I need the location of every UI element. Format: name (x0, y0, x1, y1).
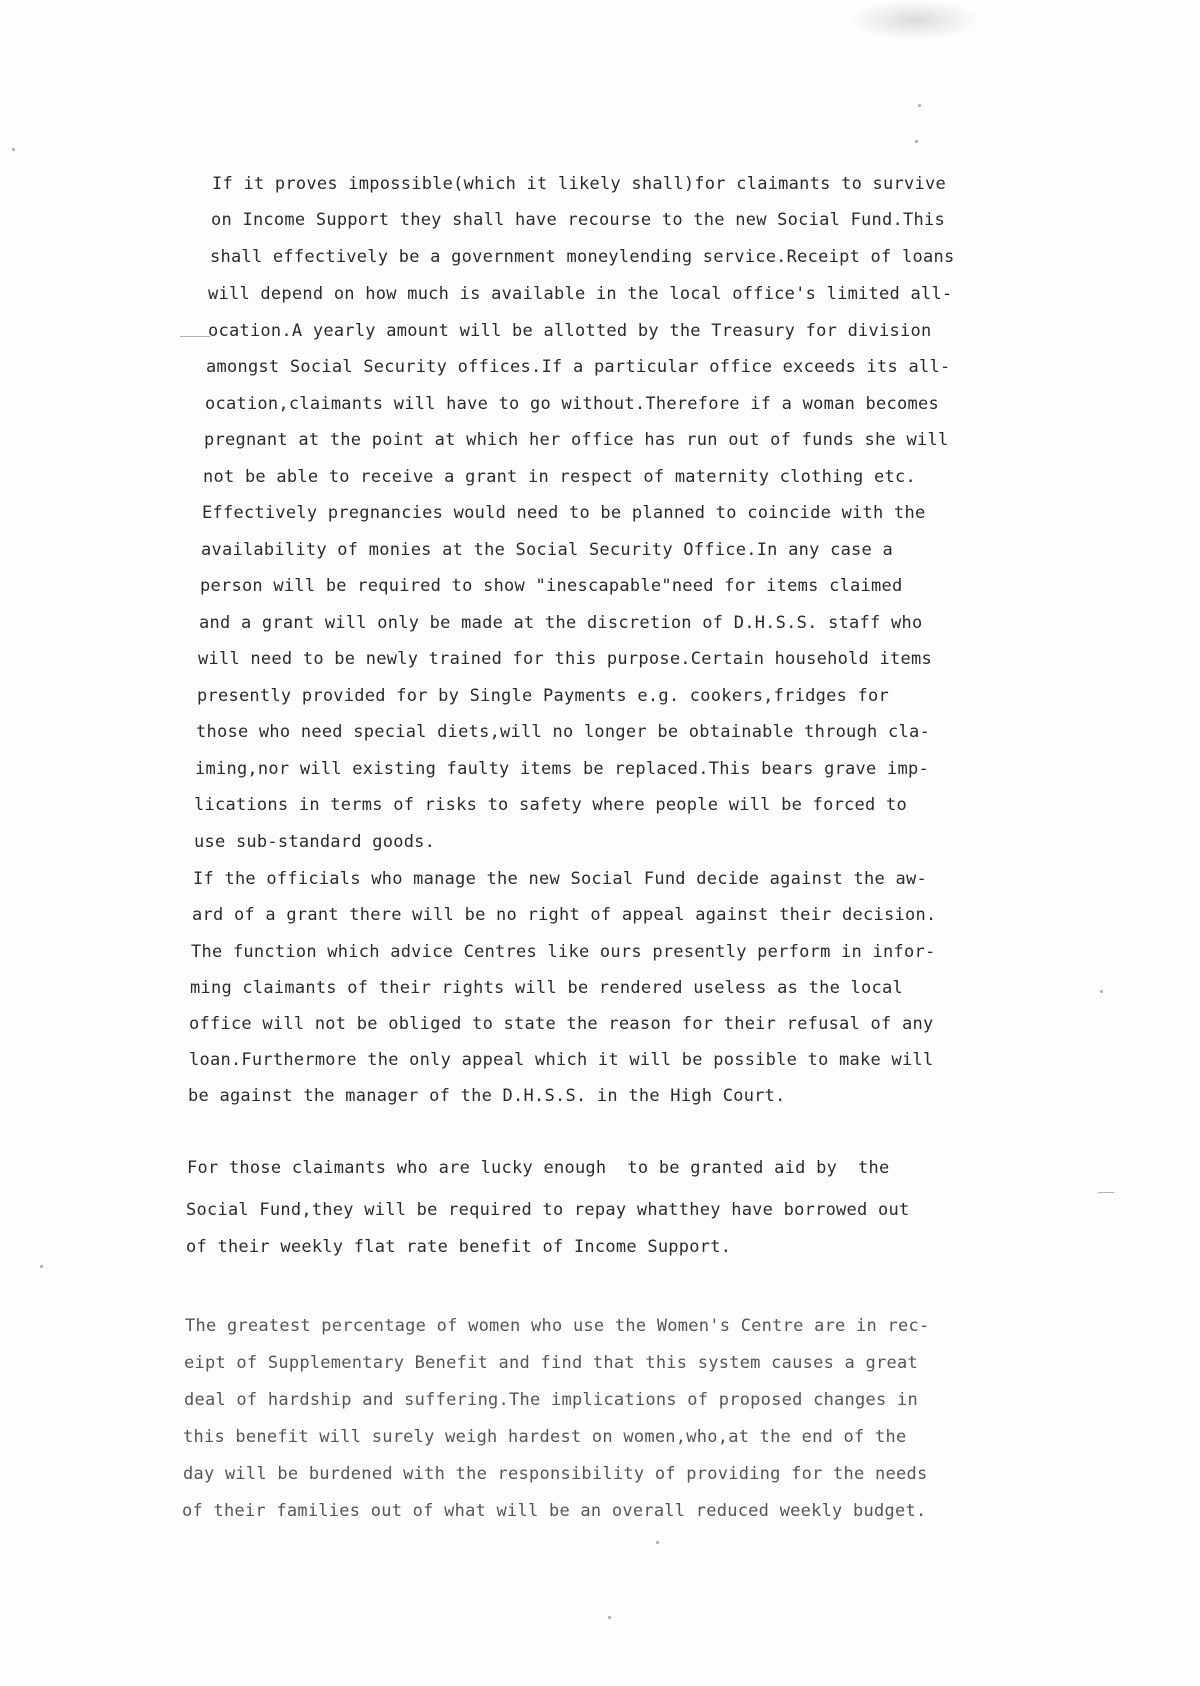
scan-line-mark (1098, 1192, 1114, 1193)
text-line: Social Fund,they will be required to repay whatthey have borrowed out (186, 1200, 910, 1220)
scan-speck (608, 1616, 611, 1619)
text-line: Effectively pregnancies would need to be planned to coincide with the (202, 503, 926, 523)
text-line: shall effectively be a government moneylending service.Receipt of loans (210, 247, 955, 267)
text-line: and a grant will only be made at the discretion of D.H.S.S. staff who (199, 613, 923, 633)
text-line: ocation.A yearly amount will be allotted by the Treasury for division (208, 321, 932, 341)
text-line: will need to be newly trained for this purpose.Certain household items (198, 649, 932, 669)
text-line: presently provided for by Single Payments e.g. cookers,fridges for (197, 686, 890, 706)
text-line: ard of a grant there will be no right of appeal against their decision. (192, 905, 937, 925)
text-line: will depend on how much is available in the local office's limited all- (208, 284, 953, 304)
text-line: of their weekly flat rate benefit of Income Support. (186, 1237, 732, 1257)
text-line: this benefit will surely weigh hardest on women,who,at the end of the (183, 1427, 907, 1447)
text-line: availability of monies at the Social Security Office.In any case a (201, 540, 894, 560)
scan-speck (1100, 990, 1103, 993)
text-line: ming claimants of their rights will be rendered useless as the local (190, 978, 903, 998)
text-line: loan.Furthermore the only appeal which it will be possible to make will (189, 1050, 934, 1070)
text-line: The greatest percentage of women who use the Women's Centre are in rec- (185, 1316, 930, 1336)
text-line: not be able to receive a grant in respect of maternity clothing etc. (203, 467, 916, 487)
text-line: use sub-standard goods. (194, 832, 436, 852)
text-line: If the officials who manage the new Social Fund decide against the aw- (193, 869, 927, 889)
text-line: person will be required to show "inescapable"need for items claimed (200, 576, 903, 596)
scan-line-mark (180, 336, 210, 337)
text-line: eipt of Supplementary Benefit and find that this system causes a great (184, 1353, 918, 1373)
scan-speck (12, 148, 15, 151)
scan-smudge (850, 0, 980, 40)
text-line: of their families out of what will be an overall reduced weekly budget. (182, 1501, 927, 1521)
text-line: The function which advice Centres like ours presently perform in infor- (191, 942, 936, 962)
text-line: pregnant at the point at which her office has run out of funds she will (204, 430, 949, 450)
text-line: deal of hardship and suffering.The implications of proposed changes in (184, 1390, 918, 1410)
scan-speck (918, 104, 921, 107)
scan-speck (656, 1541, 659, 1544)
text-line: For those claimants who are lucky enough to be granted aid by the (187, 1158, 890, 1178)
text-line: day will be burdened with the responsibility of providing for the needs (183, 1464, 928, 1484)
text-line: ocation,claimants will have to go without.Therefore if a woman becomes (205, 394, 939, 414)
text-line: be against the manager of the D.H.S.S. in the High Court. (188, 1086, 786, 1106)
text-line: If it proves impossible(which it likely shall)for claimants to survive (212, 174, 946, 194)
text-line: those who need special diets,will no longer be obtainable through cla- (196, 722, 930, 742)
text-line: office will not be obliged to state the reason for their refusal of any (189, 1014, 934, 1034)
text-line: lications in terms of risks to safety where people will be forced to (194, 795, 907, 815)
scan-speck (40, 1265, 43, 1268)
text-line: iming,nor will existing faulty items be replaced.This bears grave imp- (195, 759, 929, 779)
text-line: amongst Social Security offices.If a particular office exceeds its all- (206, 357, 951, 377)
scan-speck (915, 140, 918, 143)
text-line: on Income Support they shall have recourse to the new Social Fund.This (211, 210, 945, 230)
